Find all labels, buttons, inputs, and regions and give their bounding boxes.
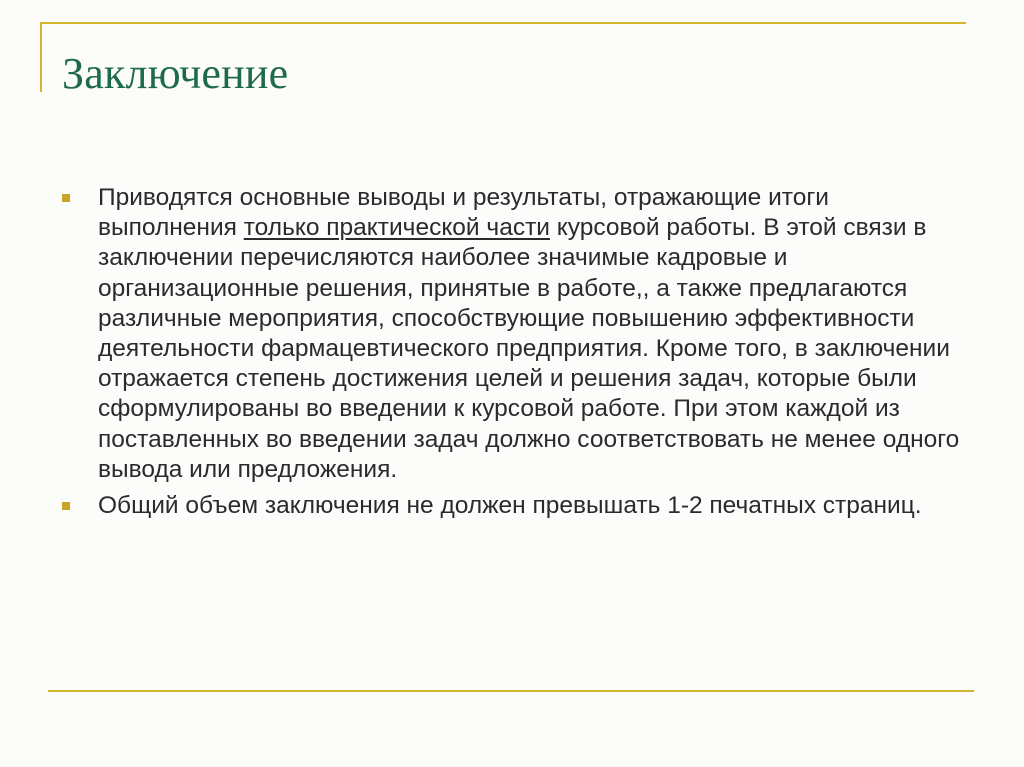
- top-rule: [40, 22, 966, 24]
- left-rule: [40, 22, 42, 92]
- bullet-list: [60, 183, 960, 527]
- bullet-text-start: Приводятся основные выводы и результаты, отражающие итоги выполнения: [98, 184, 829, 242]
- bullet-item-conclusions: [60, 183, 960, 485]
- square-bullet-icon: [62, 502, 70, 510]
- square-bullet-icon: [62, 194, 70, 202]
- bottom-rule: [48, 690, 974, 692]
- bullet-item-volume: [60, 491, 960, 521]
- slide-title: Заключение: [62, 49, 289, 98]
- bullet-text: Общий объем заключения не должен превышать 1-2 печатных страниц.: [98, 492, 922, 520]
- bullet-text-underlined: только практической части: [243, 214, 550, 242]
- bullet-text-end: курсовой работы. В этой связи в заключении перечисляются наиболее значимые кадровые и организационные решения, принятые в работе,, а также предлагаются различные мероприятия, способствующие повышению эффективности деятельности фармацевтического предприятия. Кроме того, в заключении отражается степень достижения целей и решения задач, которые были сформулированы во введении к курсовой работе. При этом каждой из поставленных во введении задач должно соответствовать не менее одного вывода или предложения.: [98, 214, 960, 483]
